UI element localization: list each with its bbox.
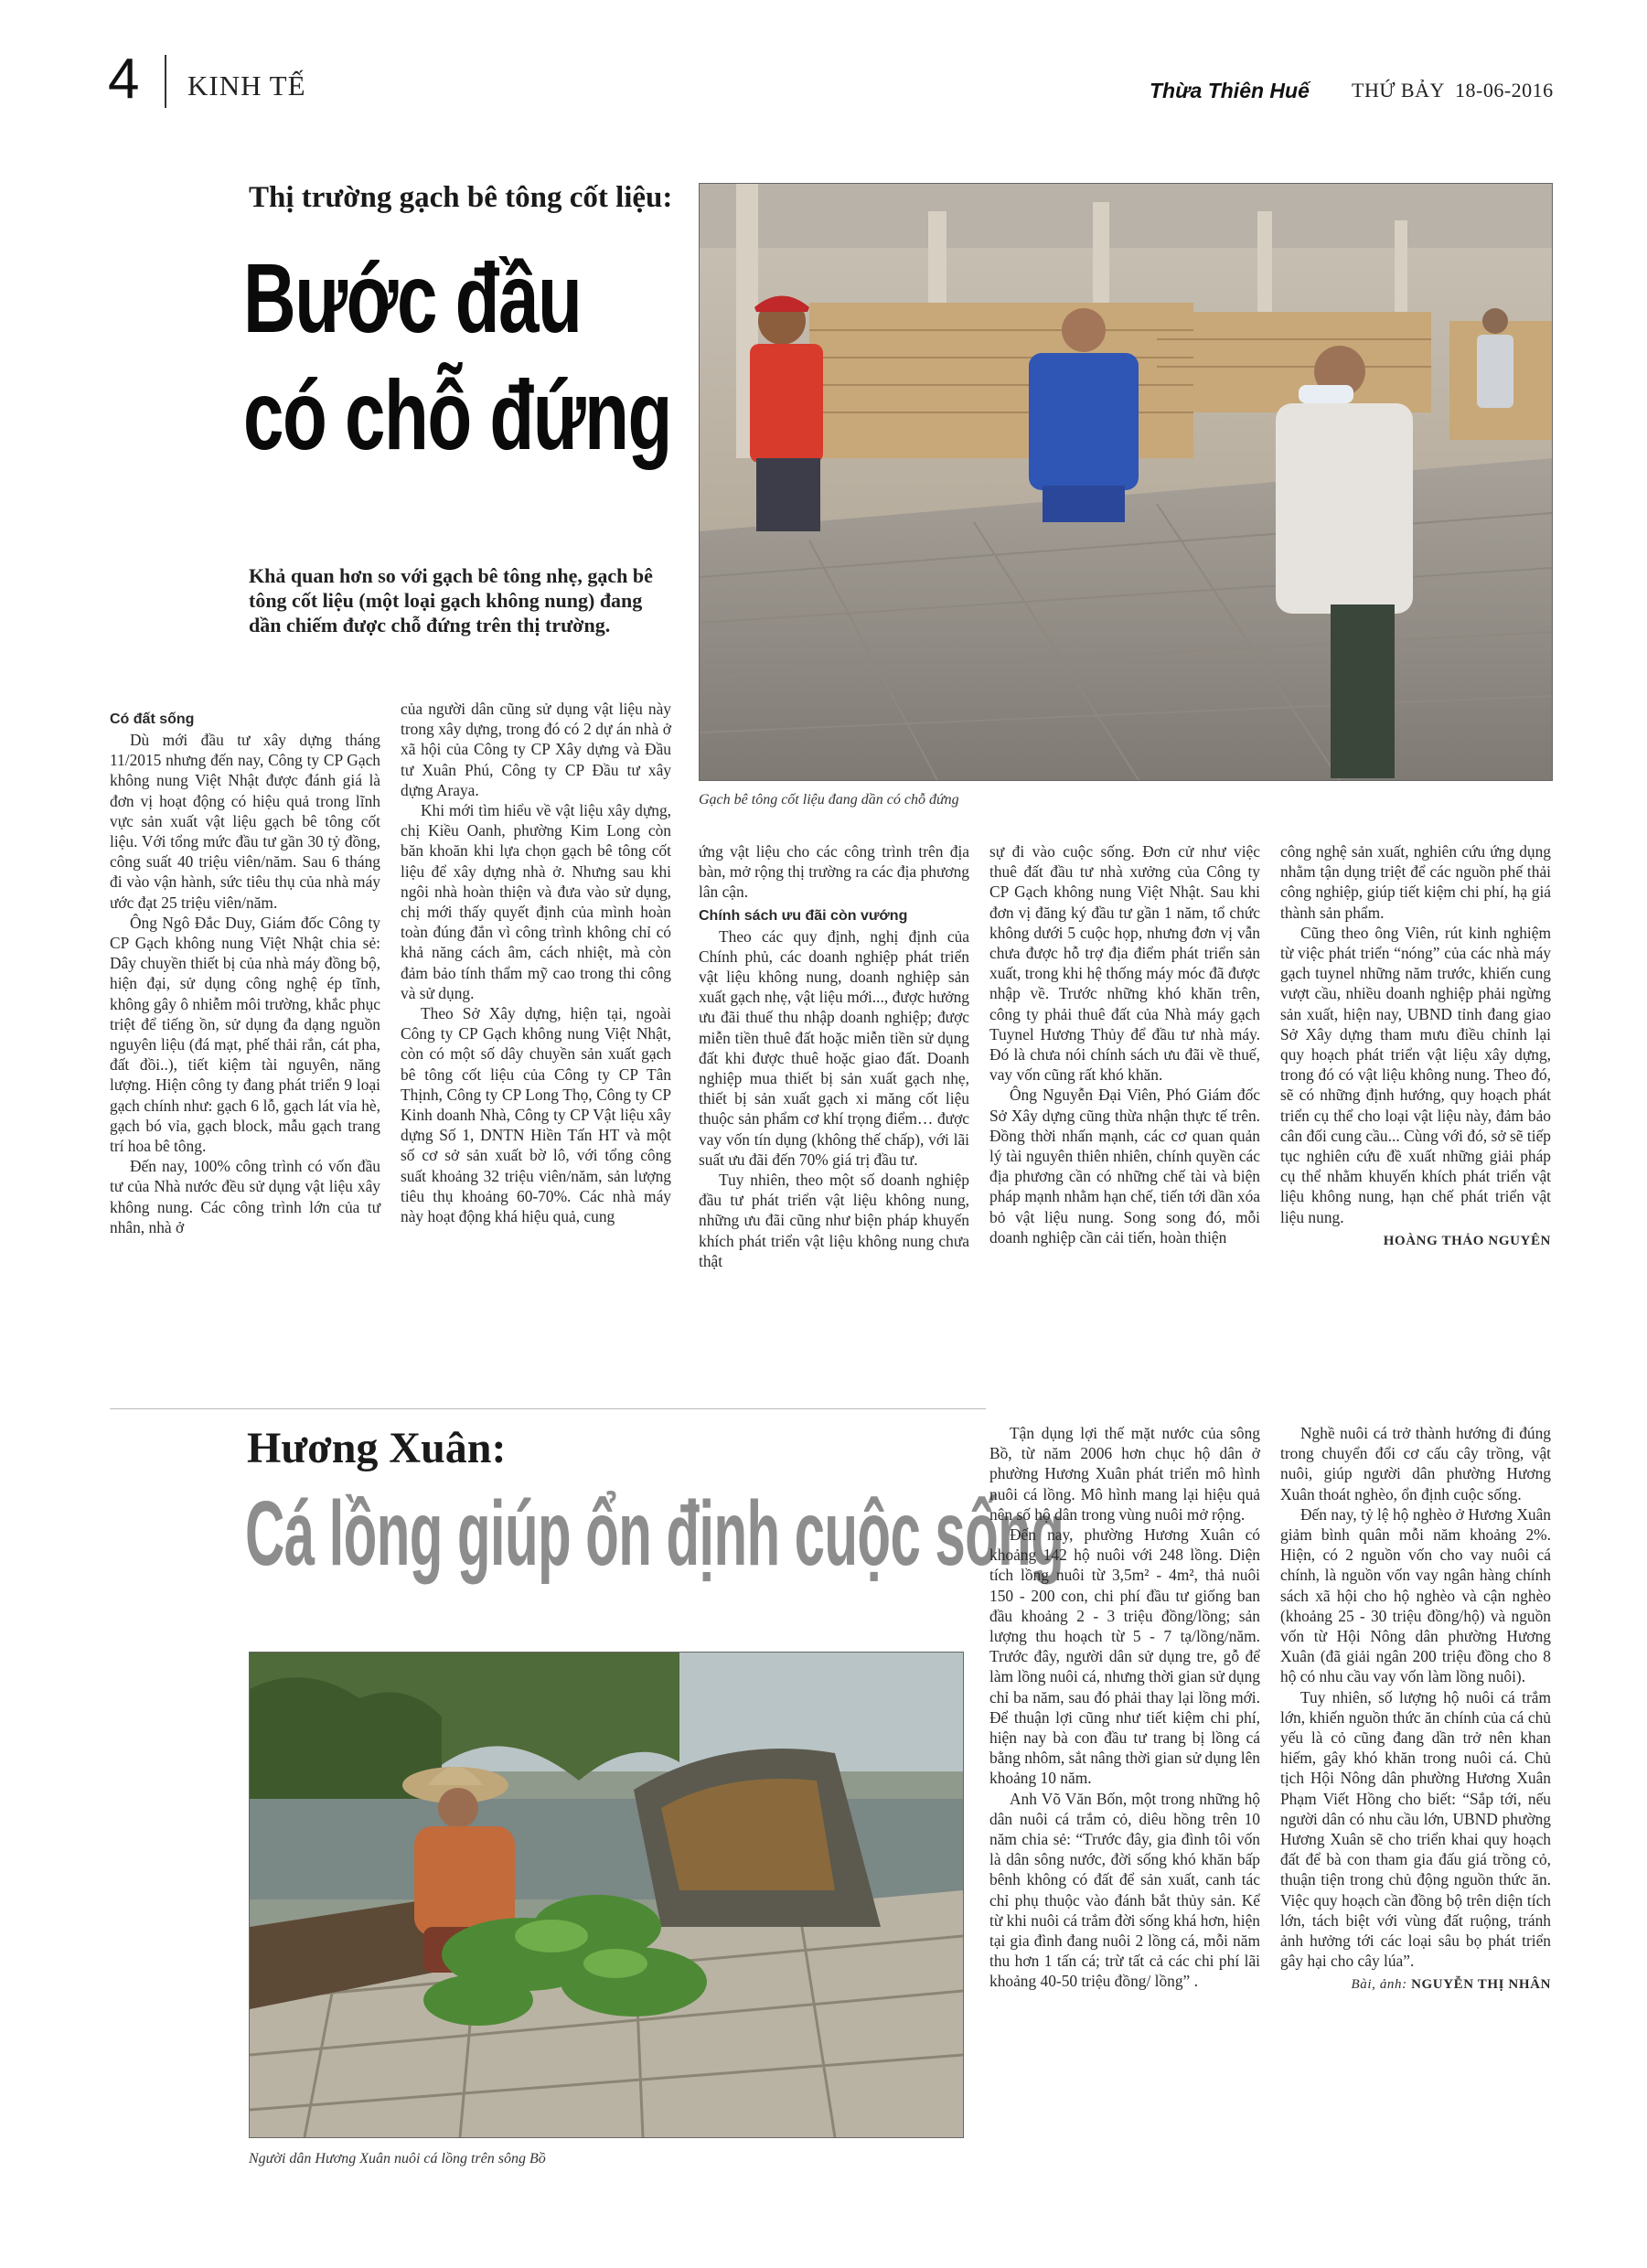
article1-column-2: [401, 699, 671, 1226]
subhead-chinh-sach: Chính sách ưu đãi còn vướng: [699, 907, 908, 924]
paragraph: ứng vật liệu cho các công trình trên địa bàn, mở rộng thị trường ra các địa phương lân cận.: [699, 842, 969, 902]
article1-kicker: Thị trường gạch bê tông cốt liệu:: [249, 181, 673, 214]
paragraph: Theo các quy định, nghị định của Chính phủ, các doanh nghiệp phát triển vật liệu không nung, doanh nghiệp sản xuất gạch nhẹ, vật liệu mới..., được hưởng ưu đãi thuế thu nhập doanh nghiệp; được miễn tiền thuê đất hoặc miễn tiền sử dụng đất khi được thuê hoặc giao đất. Doanh nghiệp mua thiết bị sản xuất gạch nhẹ, thiết bị sản xuất gạch xi măng cốt liệu thuộc sản phẩm cơ khí trọng điểm… được vay vốn tín dụng (không thế chấp), với lãi suất ưu đãi đến 70% giá trị đầu tư.: [699, 926, 969, 1169]
article1-byline: HOÀNG THẢO NGUYÊN: [1383, 1233, 1551, 1248]
section-label: KINH TẾ: [187, 70, 306, 102]
subhead-co-dat-song: Có đất sống: [110, 711, 195, 727]
paragraph: Anh Võ Văn Bốn, một trong những hộ dân nuôi cá trắm cỏ, diêu hồng trên 10 năm chia sẻ: “Trước đây, gia đình tôi vốn là dân sông nước, đời sống khó khăn bấp bênh không có đất để sản xuất, canh tác chỉ phụ thuộc vào đánh bắt thủy sản. Kể từ khi nuôi cá trắm đời sống khá hơn, hiện tại gia đình đang nuôi 2 lồng cá, mỗi năm thu hơn 1 tấn cá; trừ tất cả các chi phí lãi khoảng 40-50 triệu đồng/ lồng” .: [989, 1789, 1260, 1991]
paragraph: Tận dụng lợi thế mặt nước của sông Bồ, từ năm 2006 hơn chục hộ dân ở phường Hương Xuân phát triển mô hình nuôi cá lồng. Mô hình mang lại hiệu quả nên số hộ dân trong vùng nuôi mở rộng.: [989, 1424, 1260, 1524]
paragraph: Tuy nhiên, theo một số doanh nghiệp đầu tư phát triển vật liệu không nung, những ưu đãi cũng như biện pháp khuyến khích phát triển vật liệu không nung chưa thật: [699, 1171, 969, 1270]
paragraph: Khi mới tìm hiểu về vật liệu xây dựng, chị Kiều Oanh, phường Kim Long còn băn khoăn khi lựa chọn gạch bê tông cốt liệu để xây dựng nhà ở. Nhưng sau khi ngôi nhà hoàn thiện và đưa vào sử dụng, chị mới thấy quyết định của mình hoàn toàn đúng đắn vì công trình không chỉ có khả năng cách âm, cách nhiệt, mà còn đảm bảo tính thẩm mỹ cao trong thi công và sử dụng.: [401, 801, 671, 1002]
byline-author: NGUYỄN THỊ NHÂN: [1411, 1977, 1551, 1993]
fish-cage-image: [250, 1653, 963, 2137]
brick-factory-photo: [699, 183, 1553, 781]
paragraph: Dù mới đầu tư xây dựng tháng 11/2015 nhưng đến nay, Công ty CP Gạch không nung Việt Nhật được đánh giá là đơn vị hoạt động có hiệu quả trong lĩnh vực sản xuất vật liệu gạch bê tông cốt liệu. Với tổng mức đầu tư gần 30 tỷ đồng, công suất 40 triệu viên/năm. Sau 6 tháng đi vào vận hành, sức tiêu thụ của nhà máy ước đạt 25 triệu viên/năm.: [110, 731, 380, 912]
article2-column-1: [989, 1423, 1260, 1992]
article2-kicker: Hương Xuân:: [247, 1424, 507, 1472]
paragraph: công nghệ sản xuất, nghiên cứu ứng dụng nhằm tận dụng triệt để các nguồn phế thải công nghiệp, giúp tiết kiệm chi phí, hạ giá thành sản phẩm.: [1280, 842, 1551, 922]
page-number: 4: [108, 48, 140, 111]
article1-column-1: [110, 710, 380, 1237]
article2-byline: [1280, 1974, 1551, 1995]
fish-photo-caption: Người dân Hương Xuân nuôi cá lồng trên sông Bồ: [249, 2151, 546, 2166]
article1-column-3: [699, 841, 969, 1271]
paragraph: Ông Ngô Đắc Duy, Giám đốc Công ty CP Gạch không nung Việt Nhật chia sẻ: Dây chuyền thiết bị của nhà máy đồng bộ, hiện đại, sử dụng công nghệ ép tĩnh, không gây ô nhiễm môi trường, khắc phục triệt để tiếng ồn, sử dụng đa dạng nguồn nguyên liệu (đá mạt, phế thải rắn, cát pha, đất đồi..), tiết kiệm tài nguyên, năng lượng. Hiện công ty đang phát triển 9 loại gạch chính như: gạch 6 lỗ, gạch lát vỉa hè, gạch bó vỉa, gạch block, mẫu gạch trang trí hoa bê tông.: [110, 913, 380, 1156]
headline-line-1: Bước đầu: [243, 242, 582, 353]
paragraph: Theo Sở Xây dựng, hiện tại, ngoài Công ty CP Gạch không nung Việt Nhật, còn có một số dây chuyền sản xuất gạch bê tông cốt liệu của Công ty CP Tân Thịnh, Công ty CP Long Thọ, Công ty CP Kinh doanh Nhà, Công ty CP Vật liệu xây dựng Số 1, DNTN Hiền Tấn HT và một số cơ sở sản xuất bờ lô, với tổng công suất khoảng 32 triệu viên/năm, sản lượng tiêu thụ khoảng 60-70%. Các nhà máy này hoạt động khá hiệu quả, cung: [401, 1004, 671, 1226]
paragraph: Ông Nguyễn Đại Viên, Phó Giám đốc Sở Xây dựng cũng thừa nhận thực tế trên. Đồng thời nhấn mạnh, các cơ quan quản lý tài nguyên thiên nhiên, chính quyền các địa phương cần có những chế tài và biện pháp mạnh nhằm hạn chế, tiến tới dần xóa bỏ vật liệu nung. Song song đó, mỗi doanh nghiệp cần cải tiến, hoàn thiện: [989, 1086, 1260, 1246]
article1-lead: Khả quan hơn so với gạch bê tông nhẹ, gạch bê tông cốt liệu (một loại gạch không nung) đang dần chiếm được chỗ đứng trên thị trường.: [249, 564, 653, 637]
paragraph: Tuy nhiên, số lượng hộ nuôi cá trắm lớn, khiến nguồn thức ăn chính của cá chủ yếu là cỏ cũng đang dần trở nên khan hiếm, gây khó khăn trong nuôi cá. Chủ tịch Hội Nông dân phường Hương Xuân Phạm Viết Hồng cho biết: “Sắp tới, nếu người dân có nhu cầu lớn, UBND phường Hương Xuân sẽ cho triển khai quy hoạch đất để bà con tham gia đấu giá trồng cỏ, thuận tiện trong chủ động nguồn thức ăn. Việc quy hoạch cần đồng bộ trên diện tích lớn, tách biệt với vùng đất ruộng, tránh ảnh hưởng tới các loại sâu bọ phát triển gây hại cho cây lúa”.: [1280, 1687, 1551, 1971]
paragraph: Đến nay, tỷ lệ hộ nghèo ở Hương Xuân giảm bình quân mỗi năm khoảng 2%. Hiện, có 2 nguồn vốn cho vay nuôi cá chính, là nguồn vốn vay ngân hàng chính sách xã hội cho hộ nghèo và cận nghèo (khoảng 25 - 30 triệu đồng/hộ) và nguồn vốn từ Hội Nông dân phường Hương Xuân (đã giải ngân 200 triệu đồng cho 8 hộ có nhu cầu vay vốn làm lồng nuôi).: [1280, 1504, 1551, 1686]
paragraph: Cũng theo ông Viên, rút kinh nghiệm từ việc phát triển “nóng” của các nhà máy gạch tuynel những năm trước, khiến cung vượt cầu, nhiều doanh nghiệp phải ngừng sản xuất, hiện nay, UBND tỉnh đang giao Sở Xây dựng tham mưu điều chỉnh lại quy hoạch phát triển vật liệu xây dựng, trong đó có vật liệu không nung. Theo đó, sẽ có những định hướng, quy hoạch phát triển cụ thể cho loại vật liệu này, đảm bảo cân đối cung cầu... Cùng với đó, sở sẽ tiếp tục nghiên cứu đề xuất những giải pháp cụ thể nhằm khuyến khích phát triển vật liệu không nung, hạn chế phát triển vật liệu nung.: [1280, 923, 1551, 1226]
article-divider: [110, 1408, 986, 1409]
article1-column-4: [989, 841, 1260, 1247]
headline-line-2: có chỗ đứng: [243, 359, 671, 470]
article2-column-2: [1280, 1423, 1551, 1995]
paragraph: của người dân cũng sử dụng vật liệu này trong xây dựng, trong đó có 2 dự án nhà ở xã hội của Công ty CP Xây dựng và Đầu tư Xuân Phú, Công ty CP Đầu tư xây dựng Araya.: [401, 700, 671, 799]
article1-headline: [243, 240, 671, 474]
paragraph: sự đi vào cuộc sống. Đơn cử như việc thuê đất đầu tư nhà xưởng của Công ty CP Gạch không nung Việt Nhật. Sau khi đơn vị đăng ký đầu tư gần 1 năm, tổ chức không dưới 5 cuộc họp, nhưng đơn vị vẫn chưa được hỗ trợ địa điểm phát triển sản xuất, trong khi hệ thống máy móc đã được nhập về. Trước những khó khăn trên, công ty phải thuê đất của Nhà máy gạch Tuynel Hương Thủy để đầu tư nhà máy. Đó là chưa nói chính sách ưu đãi về thuế, vay vốn cũng rất khó khăn.: [989, 842, 1260, 1085]
fish-cage-photo: [249, 1652, 964, 2138]
paragraph: Nghề nuôi cá trở thành hướng đi đúng trong chuyển đổi cơ cấu cây trồng, vật nuôi, giúp người dân phường Hương Xuân thoát nghèo, ổn định cuộc sống.: [1280, 1424, 1551, 1503]
brick-factory-image: [700, 184, 1552, 780]
paragraph: Đến nay, 100% công trình có vốn đầu tư của Nhà nước đều sử dụng vật liệu xây không nung. Các công trình lớn của tư nhân, nhà ở: [110, 1157, 380, 1236]
article2-headline: Cá lồng giúp ổn định cuộc sống: [245, 1482, 1064, 1585]
publication-name: Thừa Thiên Huế: [1150, 79, 1310, 102]
issue-date: THỨ BẢY 18-06-2016: [1352, 79, 1554, 102]
paragraph: Đến nay, phường Hương Xuân có khoảng 142 hộ nuôi với 248 lồng. Diện tích lồng nuôi từ 3,5m² - 4m², thả nuôi 150 - 200 con, chi phí đầu tư giống ban đầu khoảng 2 - 3 triệu đồng/lồng; sản lượng thu hoạch từ 5 - 7 tạ/lồng/năm. Trước đây, người dân sử dụng tre, gỗ để làm lồng nuôi cá, nhưng thời gian sử dụng chỉ ba năm, sau đó phải thay lại lồng mới. Để thuận lợi cũng như tiết kiệm chi phí, hiện nay bà con đầu tư trang bị lồng cá bằng nhôm, sắt nâng thời gian sử dụng lên khoảng 10 năm.: [989, 1525, 1260, 1788]
brick-photo-caption: Gạch bê tông cốt liệu đang dần có chỗ đứng: [699, 792, 959, 808]
article1-column-5: [1280, 841, 1551, 1251]
header-divider: [165, 55, 166, 108]
byline-prefix: Bài, ảnh:: [1351, 1977, 1407, 1993]
